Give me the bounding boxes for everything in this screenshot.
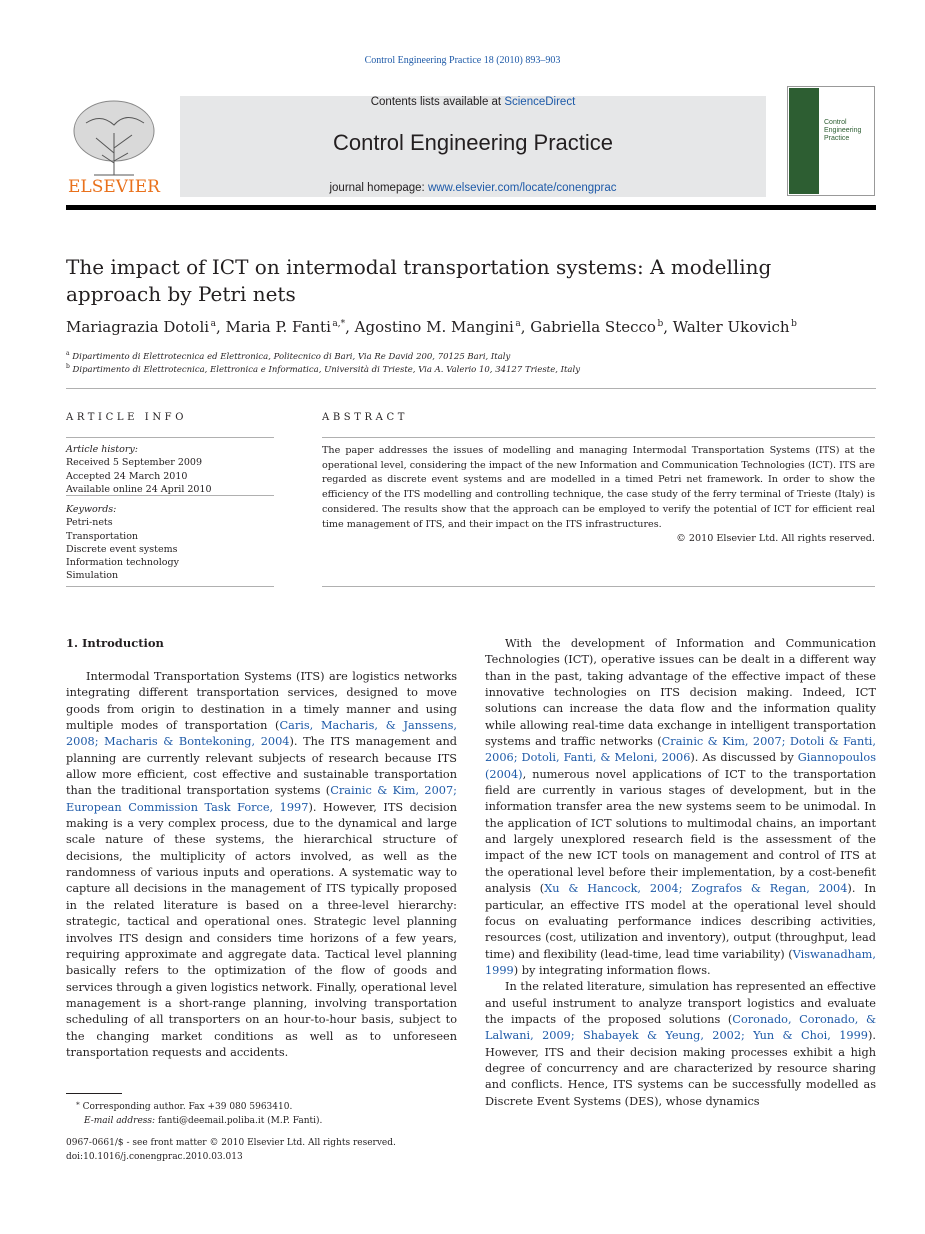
citation-link[interactable]: Crainic & Kim, 2007; Dotoli & Fanti, 2006; Dotoli, Fanti, & Meloni, 2006: [485, 735, 876, 765]
divider: [66, 586, 274, 587]
keyword: Transportation: [66, 530, 139, 542]
email-line: E-mail address: fanti@deemail.poliba.it (M.P. Fanti).: [84, 1116, 323, 1126]
sciencedirect-link[interactable]: ScienceDirect: [504, 96, 576, 108]
title-line: approach by Petri nets: [66, 282, 296, 306]
keyword: Petri-nets: [66, 517, 113, 529]
article-history: [66, 443, 212, 496]
affiliation: $^a$ Dipartimento di Elettrotecnica ed Elettronica, Politecnico di Bari, Via Re David 200, 70125 Bari, Italy: [66, 350, 511, 362]
author[interactable]: Gabriella Stecco $^b$: [530, 318, 664, 336]
article-title: [66, 254, 846, 308]
journal-homepage: [180, 182, 766, 194]
paragraph-text: Intermodal Transportation Systems (ITS) are logistics networks integrating different transportation services, designed to move goods from origin to destination in a timely manner and using multiple modes of transportation (: [66, 670, 457, 733]
affiliation: $^b$ Dipartimento di Elettrotecnica, Elettronica e Informatica, Università di Trieste, Via A. Valerio 10, 34127 Trieste, Italy: [66, 363, 581, 375]
cover-spine: [789, 88, 819, 194]
keyword: Information technology: [66, 557, 179, 569]
divider: [66, 437, 274, 438]
history-item: Accepted 24 March 2010: [66, 470, 188, 482]
citation-link[interactable]: Coronado, Coronado, & Lalwani, 2009; Shabayek & Yeung, 2002; Yun & Choi, 1999: [485, 1012, 876, 1043]
journal-cover-thumbnail[interactable]: [787, 86, 875, 196]
elsevier-wordmark: ELSEVIER: [68, 177, 160, 197]
citation-link[interactable]: Giannopoulos (2004): [485, 751, 876, 781]
elsevier-logo[interactable]: [66, 93, 162, 197]
author-list: Mariagrazia Dotoli $^a$, Maria P. Fanti $^{a,*}$, Agostino M. Mangini $^a$, Gabriella Stecco $^b$, Walter Ukovich $^b$: [66, 318, 797, 336]
footnote: [66, 1096, 322, 1128]
citation-link[interactable]: Xu & Hancock, 2004; Zografos & Regan, 2004: [544, 882, 848, 896]
divider: [322, 437, 875, 438]
author[interactable]: Walter Ukovich $^b$: [672, 318, 797, 336]
issn: 0967-0661/$ - see front matter © 2010 Elsevier Ltd. All rights reserved.: [66, 1138, 396, 1148]
doi-link[interactable]: doi:10.1016/j.conengprac.2010.03.013: [66, 1152, 243, 1162]
citation-link[interactable]: Caris, Macharis, & Janssens, 2008; Macharis & Bontekoning, 2004: [66, 719, 457, 749]
author[interactable]: Mariagrazia Dotoli $^a$: [66, 318, 216, 336]
paragraph-text: ). However, ITS and their decision making processes exhibit a high degree of concurrency and are characterized by resource sharing and conflicts. Hence, ITS systems can be successfully modelled as Discrete Event Systems (DES), whose dynamics: [485, 1029, 876, 1108]
paragraph-text: ) by integrating information flows.: [513, 963, 711, 977]
article-info-heading: ARTICLE INFO: [66, 412, 188, 423]
paragraph: [485, 636, 876, 979]
keyword: Simulation: [66, 570, 119, 582]
left-column: [66, 669, 457, 1061]
citation-link[interactable]: Crainic & Kim, 2007; European Commission Task Force, 1997: [66, 784, 457, 814]
paragraph: [485, 979, 876, 1110]
corresponding-author: ⁎ Corresponding author. Fax +39 080 5963410.: [76, 1098, 293, 1112]
divider: [66, 388, 876, 389]
cover-line: Control: [824, 119, 847, 126]
keyword: Discrete event systems: [66, 543, 178, 555]
history-item: Received 5 September 2009: [66, 457, 203, 469]
right-column: [485, 636, 876, 1110]
keywords: [66, 503, 179, 583]
cover-title: [824, 119, 861, 143]
citation-link[interactable]: Viswanadham, 1999: [485, 947, 876, 977]
journal-reference[interactable]: Control Engineering Practice 18 (2010) 893–903: [364, 55, 561, 66]
divider: [322, 586, 875, 587]
journal-title[interactable]: Control Engineering Practice: [332, 130, 614, 155]
header-rule: [66, 205, 876, 210]
abstract-text: [322, 444, 875, 547]
copyright: © 2010 Elsevier Ltd. All rights reserved.: [676, 533, 875, 545]
cover-line: Engineering: [824, 127, 862, 134]
paragraph-text: ). However, ITS decision making is a very complex process, due to the dynamical and large scale nature of these systems, the hierarchical structure of decisions, the multiplicity of actors involved, as well as the randomness of various inputs and operations. A systematic way to capture all decisions in the management of ITS typically proposed in the related literature is based on a three-level hierarchy: strategic, tactical and operational ones. Strategic level planning involves ITS design and considers time horizons of a few years, requiring approximate and aggregate data. Tactical level planning basically refers to the optimization of the flow of goods and services through a given logistics network. Finally, operational level management is a short-range planning, involving transportation scheduling of all transporters on an hour-to-hour basis, subject to the changing market conditions as well as to unforeseen transportation requests and accidents.: [66, 800, 457, 1059]
divider: [66, 495, 274, 496]
author[interactable]: Maria P. Fanti $^{a,*}$: [225, 318, 346, 336]
abstract-heading: ABSTRACT: [322, 412, 408, 423]
paragraph-text: With the development of Information and Communication Technologies (ICT), operative issues can be dealt in a different way than in the past, taking advantage of the effective impact of these innovative technologies on ITS decision making. Indeed, ICT solutions can increase the data flow and the information quality while allowing real-time data exchange in intelligent transportation systems and traffic networks (: [485, 637, 876, 749]
paragraph-text: ). In particular, an effective ITS model at the operational level should focus on evaluating performance indices describing activities, resources (cost, utilization and inventory), output (throughput, lead time) and flexibility (lead-time, lead time variability) (: [485, 882, 877, 961]
paragraph-text: , numerous novel applications of ICT to the transportation field are currently in various stages of development, but in the information transfer area the new systems seem to be unimodal. In the application of ICT solutions to multimodal chains, an important and largely unexplored research field is the assessment of the impact of the new ICT tools on management and control of ITS at the operational level before their implementation, by a cost-benefit analysis (: [485, 767, 876, 896]
contents-prefix: Contents lists available at: [370, 96, 505, 108]
paragraph-text: ). As discussed by: [690, 751, 798, 765]
email-link[interactable]: fanti@deemail.poliba.it (M.P. Fanti).: [157, 1116, 323, 1126]
author[interactable]: Agostino M. Mangini $^a$: [354, 318, 521, 336]
paragraph-text: ). The ITS management and planning are currently relevant subjects of research because ITS allow more efficient, cost effective and sustainable transportation than the traditional transportation systems (: [66, 735, 457, 798]
history-item: Available online 24 April 2010: [66, 483, 212, 495]
title-line: The impact of ICT on intermodal transportation systems: A modelling: [66, 255, 772, 279]
footnote-rule: [66, 1093, 122, 1094]
keywords-label: Keywords:: [66, 504, 117, 515]
abstract-body: The paper addresses the issues of modelling and managing Intermodal Transportation Systems (ITS) at the operational level, considering the impact of the new Information and Communication Technologies (ICT). ITS are regarded as discrete event systems and are modelled in a timed Petri net framework. In order to show the efficiency of the ITS modelling and controlling technique, the case study of the ferry terminal of Trieste (Italy) is considered. The results show that the approach can be employed to verify the potential of ICT for efficient real time management of ITS, and their impact on the ITS infrastructures.: [322, 445, 875, 530]
paragraph: [66, 669, 457, 1061]
homepage-label: journal homepage:: [329, 182, 428, 194]
front-matter: [66, 1136, 396, 1164]
history-label: Article history:: [66, 444, 138, 455]
cover-line: Practice: [824, 135, 850, 142]
homepage-link[interactable]: www.elsevier.com/locate/conengprac: [427, 182, 617, 194]
contents-line: [180, 96, 766, 108]
section-heading: 1. Introduction: [66, 636, 164, 650]
paragraph-text: In the related literature, simulation has represented an effective and useful instrument to analyze transport logistics and evaluate the impacts of the proposed solutions (: [485, 980, 876, 1026]
